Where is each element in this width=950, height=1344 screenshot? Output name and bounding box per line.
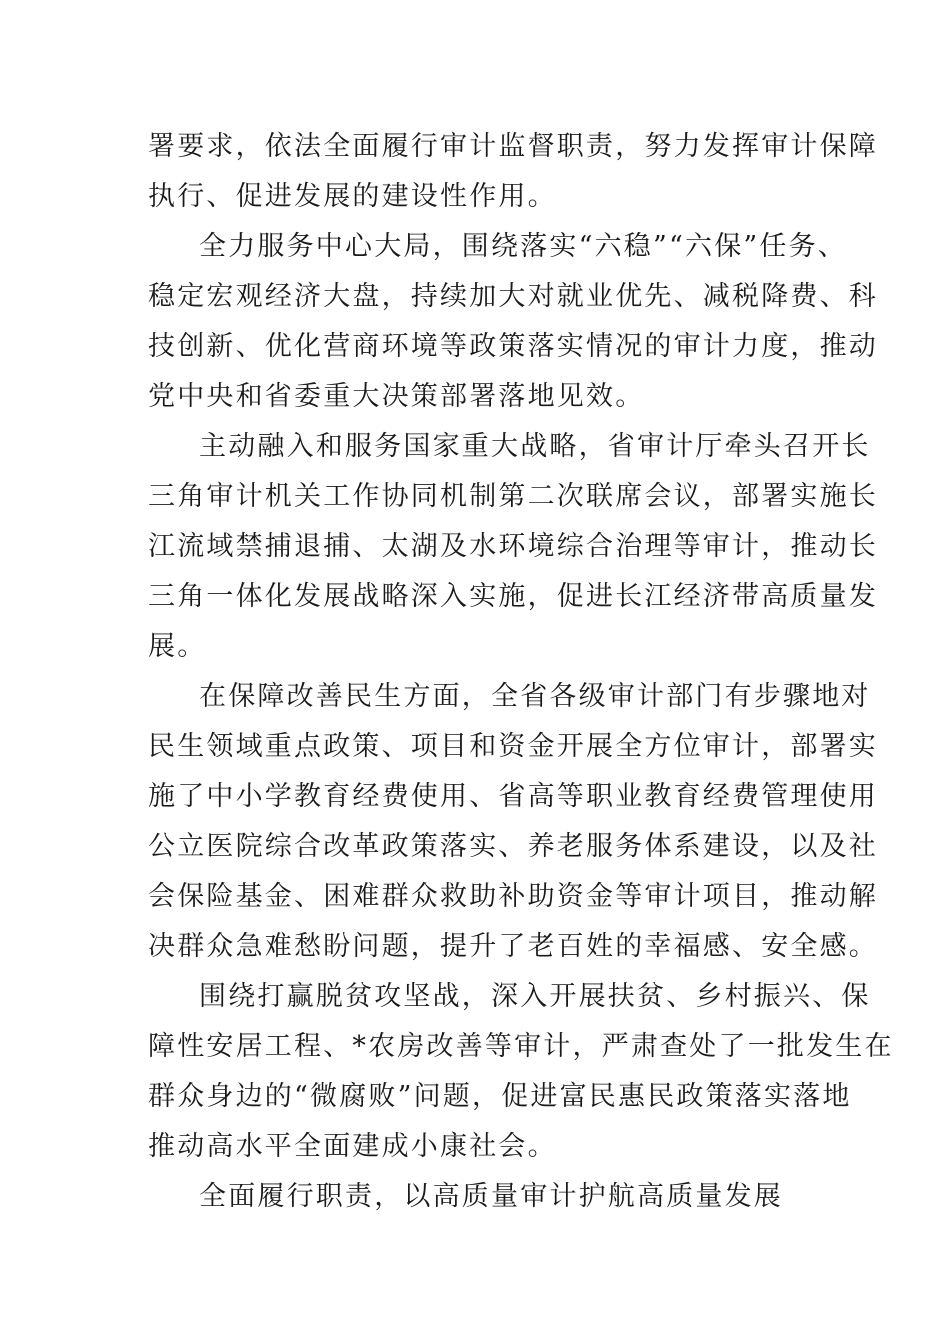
paragraph-start-line: 主动融入和服务国家重大战略，省审计厅牵头召开长 xyxy=(199,431,871,462)
text-line: 群众身边的“微腐败”问题，促进富民惠民政策落实落地 xyxy=(148,1081,852,1112)
text-line: 施了中小学教育经费使用、省高等职业教育经费管理使用 xyxy=(148,781,878,812)
paragraph-start-line: 在保障改善民生方面，全省各级审计部门有步骤地对 xyxy=(199,681,871,712)
text-line: 三角审计机关工作协同机制第二次联席会议，部署实施长 xyxy=(148,481,878,512)
text-line: 党中央和省委重大决策部署落地见效。 xyxy=(148,381,645,412)
text-line: 执行、促进发展的建设性作用。 xyxy=(148,181,557,212)
text-line: 稳定宏观经济大盘，持续加大对就业优先、减税降费、科 xyxy=(148,281,878,312)
text-line: 公立医院综合改革政策落实、养老服务体系建设，以及社 xyxy=(148,831,878,862)
text-line: 障性安居工程、*农房改善等审计，严肃查处了一批发生在 xyxy=(148,1031,894,1062)
text-line: 署要求，依法全面履行审计监督职责，努力发挥审计保障 xyxy=(148,131,878,162)
text-line: 三角一体化发展战略深入实施，促进长江经济带高质量发 xyxy=(148,581,878,612)
paragraph-start-line: 全力服务中心大局，围绕落实“六稳”“六保”任务、 xyxy=(199,231,848,262)
text-line: 技创新、优化营商环境等政策落实情况的审计力度，推动 xyxy=(148,331,878,362)
paragraph-start-line: 围绕打赢脱贫攻坚战，深入开展扶贫、乡村振兴、保 xyxy=(199,981,871,1012)
text-line: 会保险基金、困难群众救助补助资金等审计项目，推动解 xyxy=(148,881,878,912)
text-line: 推动高水平全面建成小康社会。 xyxy=(148,1131,557,1162)
text-line: 江流域禁捕退捕、太湖及水环境综合治理等审计，推动长 xyxy=(148,531,878,562)
text-line: 展。 xyxy=(148,631,207,662)
section-heading-line: 全面履行职责，以高质量审计护航高质量发展 xyxy=(199,1181,783,1212)
document-body xyxy=(148,122,894,1222)
text-line: 决群众急难愁盼问题，提升了老百姓的幸福感、安全感。 xyxy=(148,931,878,962)
text-line: 民生领域重点政策、项目和资金开展全方位审计，部署实 xyxy=(148,731,878,762)
